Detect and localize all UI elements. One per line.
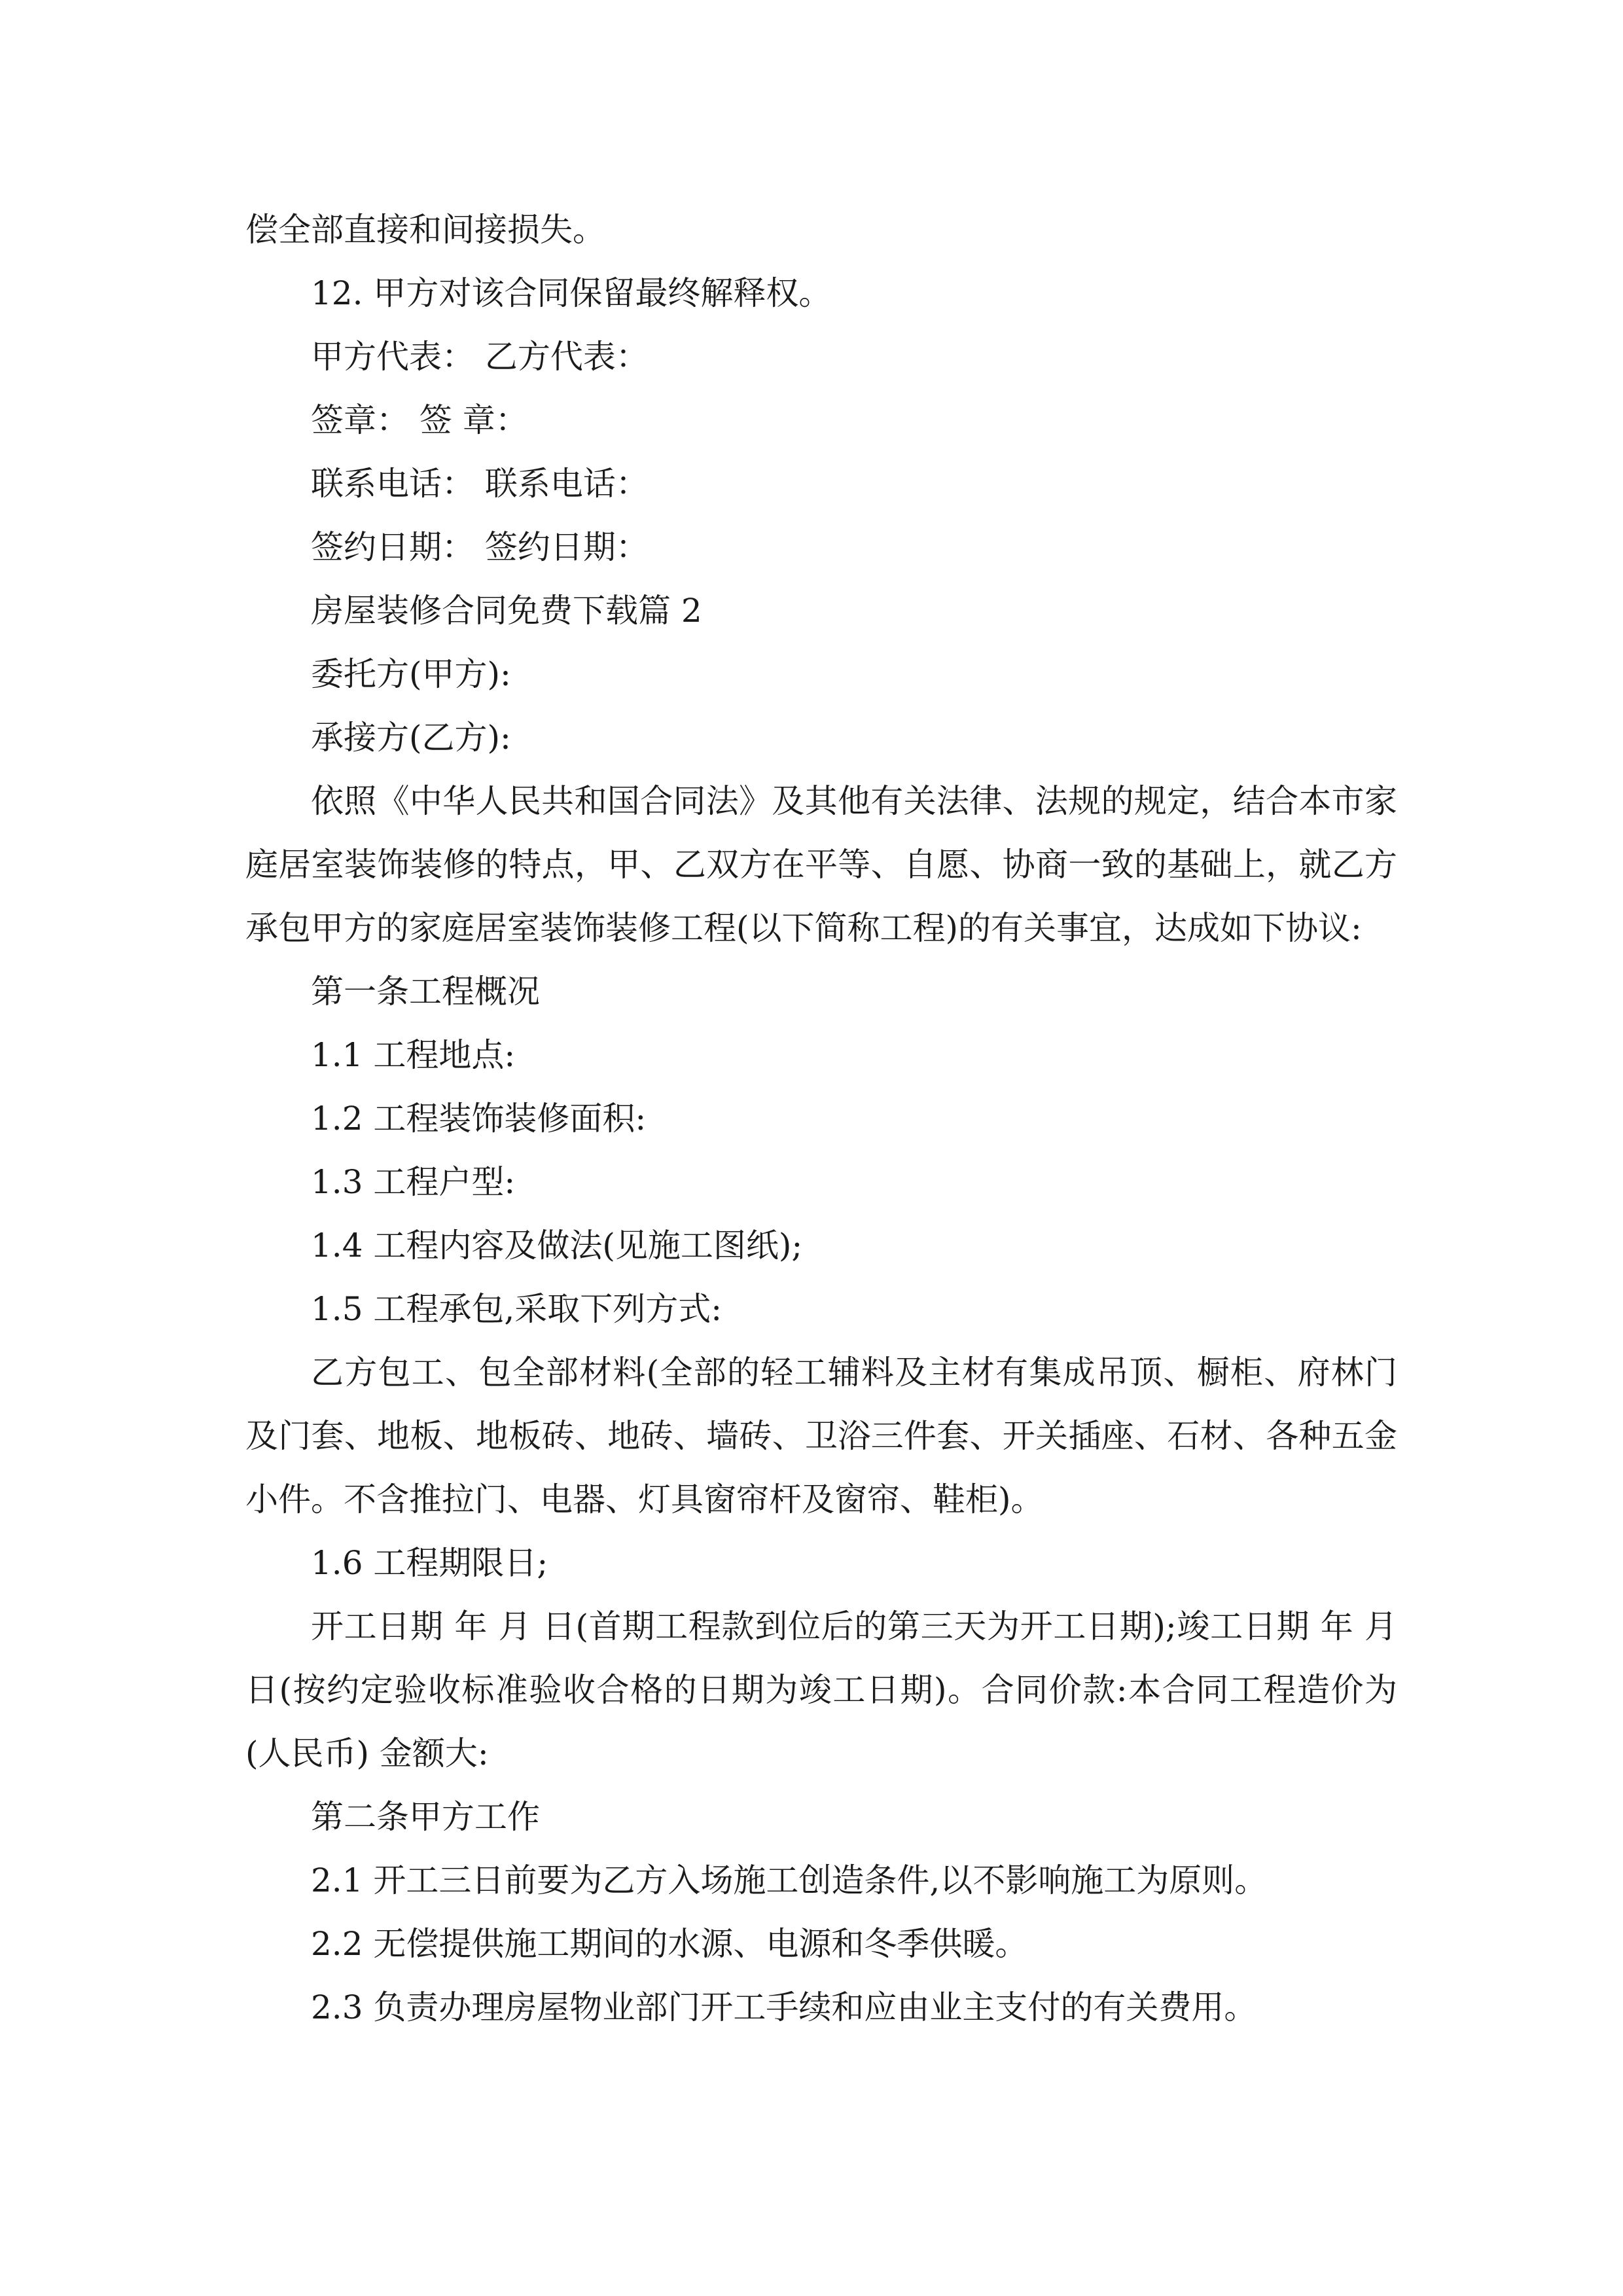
document-body: [245, 198, 1397, 2039]
paragraph-compensation-end: 偿全部直接和间接损失。: [245, 211, 605, 249]
clause-1-3: 1.3 工程户型:: [311, 1163, 516, 1201]
clause-1-6: 1.6 工程期限日;: [311, 1544, 548, 1582]
clause-2-1: 2.1 开工三日前要为乙方入场施工创造条件,以不影响施工为原则。: [311, 1861, 1268, 1899]
paragraph-schedule-price: 开工日期 年 月 日(首期工程款到位后的第三天为开工日期);竣工日期 年 月 日(按约定验收标准验收合格的日期为竣工日期)。合同价款:本合同工程造价为(人民币) 金额大:: [245, 1607, 1397, 1772]
paragraph-materials: 乙方包工、包全部材料(全部的轻工辅料及主材有集成吊顶、橱柜、府林门及门套、地板、地板砖、地砖、墙砖、卫浴三件套、开关插座、石材、各种五金小件。不含推拉门、电器、灯具窗帘杆及窗帘、鞋柜)。: [245, 1354, 1397, 1518]
clause-2-3: 2.3 负责办理房屋物业部门开工手续和应由业主支付的有关费用。: [311, 1988, 1257, 2026]
clause-1-2: 1.2 工程装饰装修面积:: [311, 1100, 647, 1138]
article-2-heading: 第二条甲方工作: [311, 1798, 540, 1836]
party-b-line: 承接方(乙方):: [311, 719, 511, 757]
clause-1-1: 1.1 工程地点:: [311, 1036, 516, 1074]
section-heading-contract-2: 房屋装修合同免费下载篇 2: [311, 592, 702, 630]
clause-1-4: 1.4 工程内容及做法(见施工图纸);: [311, 1227, 803, 1265]
signature-seals: 签章： 签 章：: [311, 401, 528, 439]
paragraph-preamble: 依照《中华人民共和国合同法》及其他有关法律、法规的规定，结合本市家庭居室装饰装修的特点，甲、乙双方在平等、自愿、协商一致的基础上，就乙方承包甲方的家庭居室装饰装修工程(以下简称工程)的有关事宜，达成如下协议:: [245, 782, 1397, 947]
paragraph-clause-12: 12. 甲方对该合同保留最终解释权。: [311, 274, 832, 312]
signature-dates: 签约日期： 签约日期：: [311, 528, 649, 566]
party-a-line: 委托方(甲方):: [311, 655, 511, 693]
signature-representatives: 甲方代表： 乙方代表：: [311, 338, 649, 376]
article-1-heading: 第一条工程概况: [311, 973, 540, 1011]
signature-phones: 联系电话： 联系电话：: [311, 465, 649, 503]
clause-2-2: 2.2 无偿提供施工期间的水源、电源和冬季供暖。: [311, 1925, 1028, 1963]
clause-1-5: 1.5 工程承包,采取下列方式:: [311, 1290, 722, 1328]
